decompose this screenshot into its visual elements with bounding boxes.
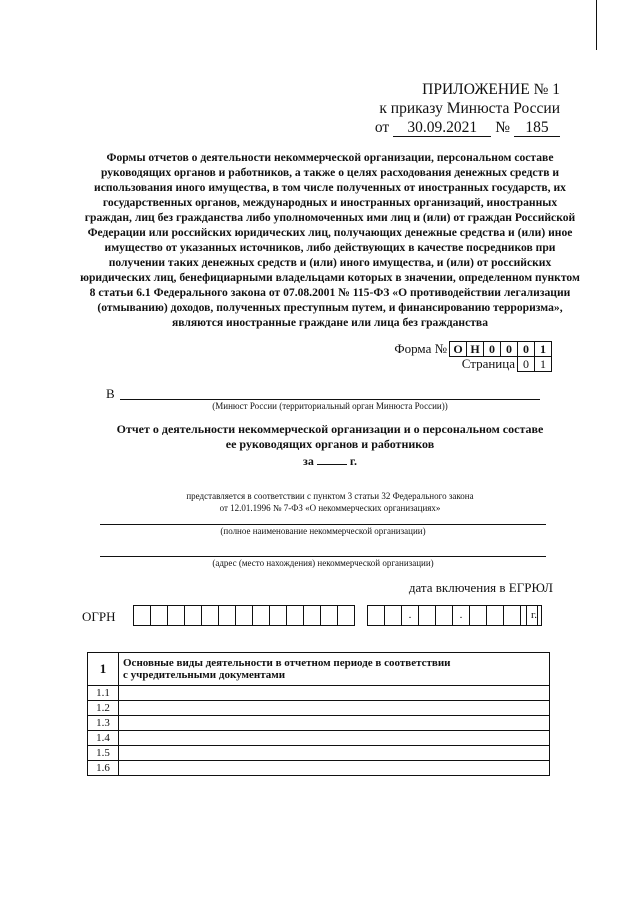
page-row [462, 356, 552, 372]
ogrn-cell[interactable] [252, 605, 270, 626]
egrul-date-cell[interactable]: . [401, 605, 419, 626]
ogrn-cell[interactable] [337, 605, 355, 626]
address-field[interactable] [100, 544, 546, 557]
egrul-date-suffix: г. [526, 605, 542, 626]
appendix-title: ПРИЛОЖЕНИЕ № 1 [422, 81, 560, 98]
ogrn-cell[interactable] [150, 605, 168, 626]
ogrn-cell[interactable] [269, 605, 287, 626]
report-title-line1: Отчет о деятельности некоммерческой организации и о персональном составе [116, 422, 544, 436]
section-title-line1: Основные виды деятельности в отчетном периоде в соответствии [123, 657, 451, 669]
legal-basis-line2: от 12.01.1996 № 7-ФЗ «О некоммерческих организациях» [219, 503, 441, 513]
ogrn-cells[interactable] [134, 605, 355, 626]
row-number: 1.4 [88, 731, 119, 746]
for-label: за [303, 454, 314, 468]
table-row [88, 731, 550, 746]
ogrn-cell[interactable] [133, 605, 151, 626]
row-value-field[interactable] [119, 716, 550, 731]
row-number: 1.5 [88, 746, 119, 761]
page-cell: 1 [534, 356, 552, 372]
page-edge-line [596, 0, 597, 50]
table-row [88, 701, 550, 716]
egrul-date-cell[interactable] [503, 605, 521, 626]
ogrn-cell[interactable] [201, 605, 219, 626]
row-number: 1.6 [88, 761, 119, 776]
form-code-cell: 0 [483, 341, 501, 357]
activities-table [87, 652, 550, 776]
year-suffix: г. [349, 454, 357, 468]
appendix-order: к приказу Минюста России [379, 100, 560, 117]
page-cell: 0 [517, 356, 535, 372]
section-title-line2: с учредительными документами [123, 669, 286, 681]
legal-basis-line1: представляется в соответствии с пунктом 3 статьи 32 Федерального закона [186, 491, 474, 501]
egrul-date-cell[interactable] [486, 605, 504, 626]
activities-rows [88, 686, 550, 776]
table-row [88, 686, 550, 701]
row-value-field[interactable] [119, 731, 550, 746]
form-label: Форма № [394, 341, 447, 356]
legal-basis [120, 490, 540, 514]
form-code-cell: 0 [517, 341, 535, 357]
ogrn-cell[interactable] [167, 605, 185, 626]
page-cells [518, 356, 552, 372]
form-code-cells [450, 341, 552, 357]
appendix-date-row [340, 118, 560, 137]
recipient-prefix: В [106, 386, 115, 401]
order-date: 30.09.2021 [393, 120, 491, 137]
ogrn-cell[interactable] [235, 605, 253, 626]
egrul-date-cell[interactable] [384, 605, 402, 626]
report-title [80, 422, 580, 469]
org-name-caption: (полное наименование некоммерческой организации) [220, 526, 426, 536]
page-label: Страница [461, 356, 515, 371]
egrul-date-cell[interactable] [469, 605, 487, 626]
table-header-row [88, 653, 550, 686]
row-number: 1.2 [88, 701, 119, 716]
egrul-date-cell[interactable] [435, 605, 453, 626]
egrul-date-cells[interactable] [368, 605, 538, 626]
number-label: № [495, 119, 510, 136]
form-code-cell: О [449, 341, 467, 357]
year-field[interactable] [317, 452, 347, 465]
row-value-field[interactable] [119, 746, 550, 761]
table-row [88, 716, 550, 731]
order-number: 185 [514, 120, 560, 137]
egrul-label: дата включения в ЕГРЮЛ [408, 580, 553, 595]
ogrn-cell[interactable] [218, 605, 236, 626]
row-value-field[interactable] [119, 761, 550, 776]
form-code-cell: 1 [534, 341, 552, 357]
egrul-date-cell[interactable] [418, 605, 436, 626]
form-code-cell: 0 [500, 341, 518, 357]
egrul-date-cell[interactable] [367, 605, 385, 626]
row-value-field[interactable] [119, 701, 550, 716]
egrul-date-cell[interactable]: . [452, 605, 470, 626]
form-code-row [394, 341, 552, 357]
row-value-field[interactable] [119, 686, 550, 701]
row-number: 1.1 [88, 686, 119, 701]
row-number: 1.3 [88, 716, 119, 731]
from-label: от [374, 119, 390, 136]
table-row [88, 746, 550, 761]
section-number: 1 [88, 653, 119, 686]
ogrn-cell[interactable] [303, 605, 321, 626]
recipient-caption: (Минюст России (территориальный орган Минюста России)) [212, 401, 448, 411]
report-period [80, 452, 580, 469]
document-heading: Формы отчетов о деятельности некоммерческой организации, персональном составе руководящих органов и работников, а также о целях расходования денежных средств и использования иного имущества, в том числе полученных от иностранных государств, их государственных органов, международных и иностранных организаций, иностранных граждан, лиц без гражданства либо уполномоченных ими лиц и (или) от граждан Российской Федерации или российских юридических лиц, получающих денежные средства и (или) иное имущество от указанных источников, либо действующих в качестве посредников при получении таких денежных средств и (или) иного имущества, и (или) от российских юридических лиц, бенефициарными владельцами которых в значении, определенном пунктом 8 статьи 6.1 Федерального закона от 07.08.2001 № 115-ФЗ «О противодействии легализации (отмыванию) доходов, полученных преступным путем, и финансированию терроризма», являются иностранные граждане или лица без гражданства [80, 151, 580, 329]
org-name-field[interactable] [100, 512, 546, 525]
appendix-block [340, 80, 560, 137]
section-title [119, 653, 550, 686]
ogrn-cell[interactable] [286, 605, 304, 626]
report-title-line2: ее руководящих органов и работников [225, 437, 435, 451]
table-row [88, 761, 550, 776]
recipient-field[interactable] [120, 385, 540, 400]
address-caption: (адрес (место нахождения) некоммерческой организации) [212, 558, 434, 568]
ogrn-label: ОГРН [82, 609, 116, 624]
form-code-cell: Н [466, 341, 484, 357]
ogrn-cell[interactable] [184, 605, 202, 626]
ogrn-cell[interactable] [320, 605, 338, 626]
